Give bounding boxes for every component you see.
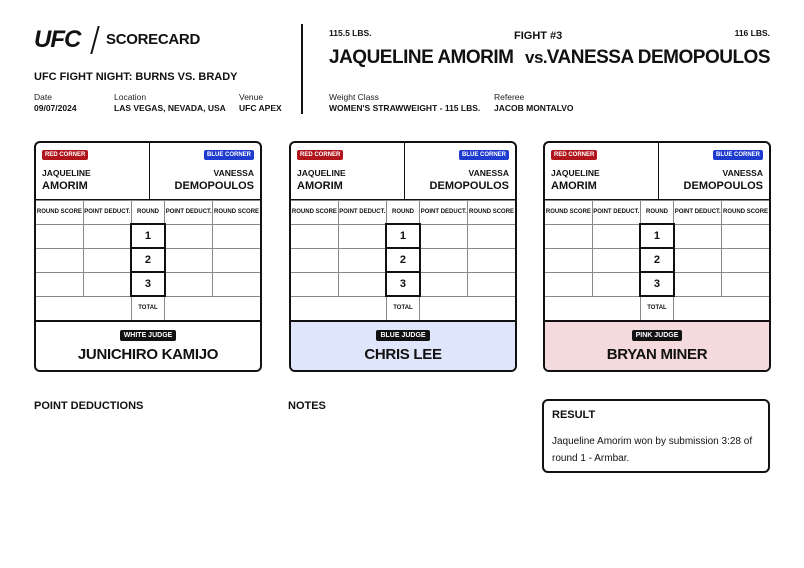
- judge-area: [545, 320, 769, 370]
- fight-number: FIGHT #3: [514, 30, 563, 42]
- location-label: Location: [114, 92, 147, 102]
- total-label: TOTAL: [386, 296, 420, 320]
- red-last-name: AMORIM: [551, 180, 597, 192]
- blue-score-cell: [468, 224, 515, 248]
- blue-corner-tag: BLUE CORNER: [459, 150, 509, 160]
- point-deductions-title: POINT DEDUCTIONS: [34, 400, 144, 412]
- blue-round-score-header: ROUND SCORE: [213, 201, 260, 225]
- round-number: 3: [640, 272, 674, 296]
- round-number: 1: [386, 224, 420, 248]
- red-score-cell: [291, 272, 338, 296]
- round-number: 1: [131, 224, 165, 248]
- weight-class-label: Weight Class: [329, 92, 379, 102]
- round-header: ROUND: [640, 201, 674, 225]
- judge-area: [36, 320, 260, 370]
- vs-label: vs.: [525, 48, 548, 67]
- red-weight: 115.5 LBS.: [329, 28, 372, 38]
- result-title: RESULT: [552, 409, 596, 421]
- red-corner-cell: [36, 143, 150, 200]
- weight-class-value: WOMEN'S STRAWWEIGHT - 115 LBS.: [329, 103, 481, 113]
- blue-round-score-header: ROUND SCORE: [468, 201, 515, 225]
- blue-deduct-cell: [420, 248, 468, 272]
- red-corner-tag: RED CORNER: [297, 150, 343, 160]
- red-deduct-cell: [592, 272, 640, 296]
- blue-last-name: DEMOPOULOS: [174, 180, 254, 192]
- judge-name: BRYAN MINER: [606, 346, 708, 363]
- round-header: ROUND: [131, 201, 165, 225]
- red-round-score-header: ROUND SCORE: [545, 201, 592, 225]
- blue-deduct-cell: [420, 272, 468, 296]
- blue-deduct-cell: [165, 272, 213, 296]
- red-deduct-cell: [338, 248, 386, 272]
- red-point-deduct-header: POINT DEDUCT.: [83, 201, 131, 225]
- judge-name: CHRIS LEE: [364, 346, 442, 363]
- judge-tag: WHITE JUDGE: [120, 330, 177, 341]
- red-score-cell: [36, 224, 83, 248]
- red-round-score-header: ROUND SCORE: [291, 201, 338, 225]
- blue-score-cell: [213, 272, 260, 296]
- judge-scorecard: [289, 141, 517, 372]
- red-score-cell: [36, 272, 83, 296]
- location-value: LAS VEGAS, NEVADA, USA: [114, 103, 226, 113]
- blue-last-name: DEMOPOULOS: [429, 180, 509, 192]
- notes-title: NOTES: [288, 400, 326, 412]
- red-corner-cell: [291, 143, 405, 200]
- red-first-name: JAQUELINE: [297, 168, 346, 178]
- blue-score-cell: [468, 272, 515, 296]
- blue-deduct-cell: [165, 248, 213, 272]
- red-deduct-cell: [83, 272, 131, 296]
- blue-total-cell: [674, 296, 769, 320]
- red-total-cell: [291, 296, 386, 320]
- red-round-score-header: ROUND SCORE: [36, 201, 83, 225]
- red-point-deduct-header: POINT DEDUCT.: [592, 201, 640, 225]
- total-label: TOTAL: [640, 296, 674, 320]
- venue-label: Venue: [239, 92, 264, 102]
- blue-score-cell: [722, 224, 769, 248]
- event-title: UFC FIGHT NIGHT: BURNS VS. BRADY: [34, 71, 238, 83]
- ufc-logo: UFC: [34, 26, 81, 53]
- blue-first-name: VANESSA: [722, 168, 763, 178]
- round-header: ROUND: [386, 201, 420, 225]
- blue-deduct-cell: [674, 224, 722, 248]
- blue-deduct-cell: [674, 272, 722, 296]
- red-last-name: AMORIM: [297, 180, 343, 192]
- red-total-cell: [36, 296, 131, 320]
- blue-corner-tag: BLUE CORNER: [713, 150, 763, 160]
- red-corner-tag: RED CORNER: [42, 150, 88, 160]
- red-score-cell: [291, 224, 338, 248]
- blue-corner-tag: BLUE CORNER: [204, 150, 254, 160]
- venue-value: UFC APEX: [239, 103, 282, 113]
- blue-corner-cell: [402, 143, 515, 200]
- blue-first-name: VANESSA: [468, 168, 509, 178]
- judge-tag: BLUE JUDGE: [376, 330, 429, 341]
- header-divider: [301, 24, 303, 114]
- red-score-cell: [545, 248, 592, 272]
- judge-scorecard: [34, 141, 262, 372]
- red-fighter-name: JAQUELINE AMORIM: [329, 47, 514, 68]
- round-number: 2: [386, 248, 420, 272]
- round-number: 2: [640, 248, 674, 272]
- red-score-cell: [545, 224, 592, 248]
- round-number: 3: [386, 272, 420, 296]
- score-table: [36, 200, 260, 321]
- ufc-scorecard-logo: [34, 26, 200, 56]
- blue-score-cell: [722, 272, 769, 296]
- red-last-name: AMORIM: [42, 180, 88, 192]
- red-score-cell: [291, 248, 338, 272]
- blue-score-cell: [722, 248, 769, 272]
- red-total-cell: [545, 296, 640, 320]
- red-first-name: JAQUELINE: [551, 168, 600, 178]
- blue-deduct-cell: [165, 224, 213, 248]
- round-number: 2: [131, 248, 165, 272]
- blue-point-deduct-header: POINT DEDUCT.: [420, 201, 468, 225]
- total-label: TOTAL: [131, 296, 165, 320]
- judge-name: JUNICHIRO KAMIJO: [77, 346, 219, 363]
- result-text: Jaqueline Amorim won by submission 3:28 of round 1 - Armbar.: [552, 436, 753, 464]
- red-corner-cell: [545, 143, 659, 200]
- red-score-cell: [545, 272, 592, 296]
- blue-point-deduct-header: POINT DEDUCT.: [165, 201, 213, 225]
- referee-label: Referee: [494, 92, 525, 102]
- red-deduct-cell: [338, 272, 386, 296]
- result-box: [542, 399, 770, 473]
- blue-round-score-header: ROUND SCORE: [722, 201, 769, 225]
- blue-point-deduct-header: POINT DEDUCT.: [674, 201, 722, 225]
- red-deduct-cell: [338, 224, 386, 248]
- red-point-deduct-header: POINT DEDUCT.: [338, 201, 386, 225]
- blue-score-cell: [213, 224, 260, 248]
- round-number: 1: [640, 224, 674, 248]
- red-deduct-cell: [83, 224, 131, 248]
- red-deduct-cell: [592, 248, 640, 272]
- blue-total-cell: [420, 296, 515, 320]
- red-corner-tag: RED CORNER: [551, 150, 597, 160]
- red-deduct-cell: [83, 248, 131, 272]
- red-score-cell: [36, 248, 83, 272]
- score-table: [291, 200, 515, 321]
- blue-corner-cell: [656, 143, 769, 200]
- red-first-name: JAQUELINE: [42, 168, 91, 178]
- score-table: [545, 200, 769, 321]
- logo-slash: [90, 26, 100, 54]
- judge-area: [291, 320, 515, 370]
- judge-tag: PINK JUDGE: [632, 330, 683, 341]
- judge-scorecard: [543, 141, 771, 372]
- round-number: 3: [131, 272, 165, 296]
- blue-last-name: DEMOPOULOS: [683, 180, 763, 192]
- blue-deduct-cell: [420, 224, 468, 248]
- blue-first-name: VANESSA: [213, 168, 254, 178]
- blue-fighter-name: VANESSA DEMOPOULOS: [546, 47, 770, 68]
- blue-score-cell: [213, 248, 260, 272]
- scorecard-label: SCORECARD: [106, 31, 200, 48]
- blue-score-cell: [468, 248, 515, 272]
- blue-corner-cell: [147, 143, 260, 200]
- date-label: Date: [34, 92, 52, 102]
- blue-total-cell: [165, 296, 260, 320]
- date-value: 09/07/2024: [34, 103, 77, 113]
- red-deduct-cell: [592, 224, 640, 248]
- referee-value: JACOB MONTALVO: [494, 103, 574, 113]
- blue-weight: 116 LBS.: [734, 28, 770, 38]
- blue-deduct-cell: [674, 248, 722, 272]
